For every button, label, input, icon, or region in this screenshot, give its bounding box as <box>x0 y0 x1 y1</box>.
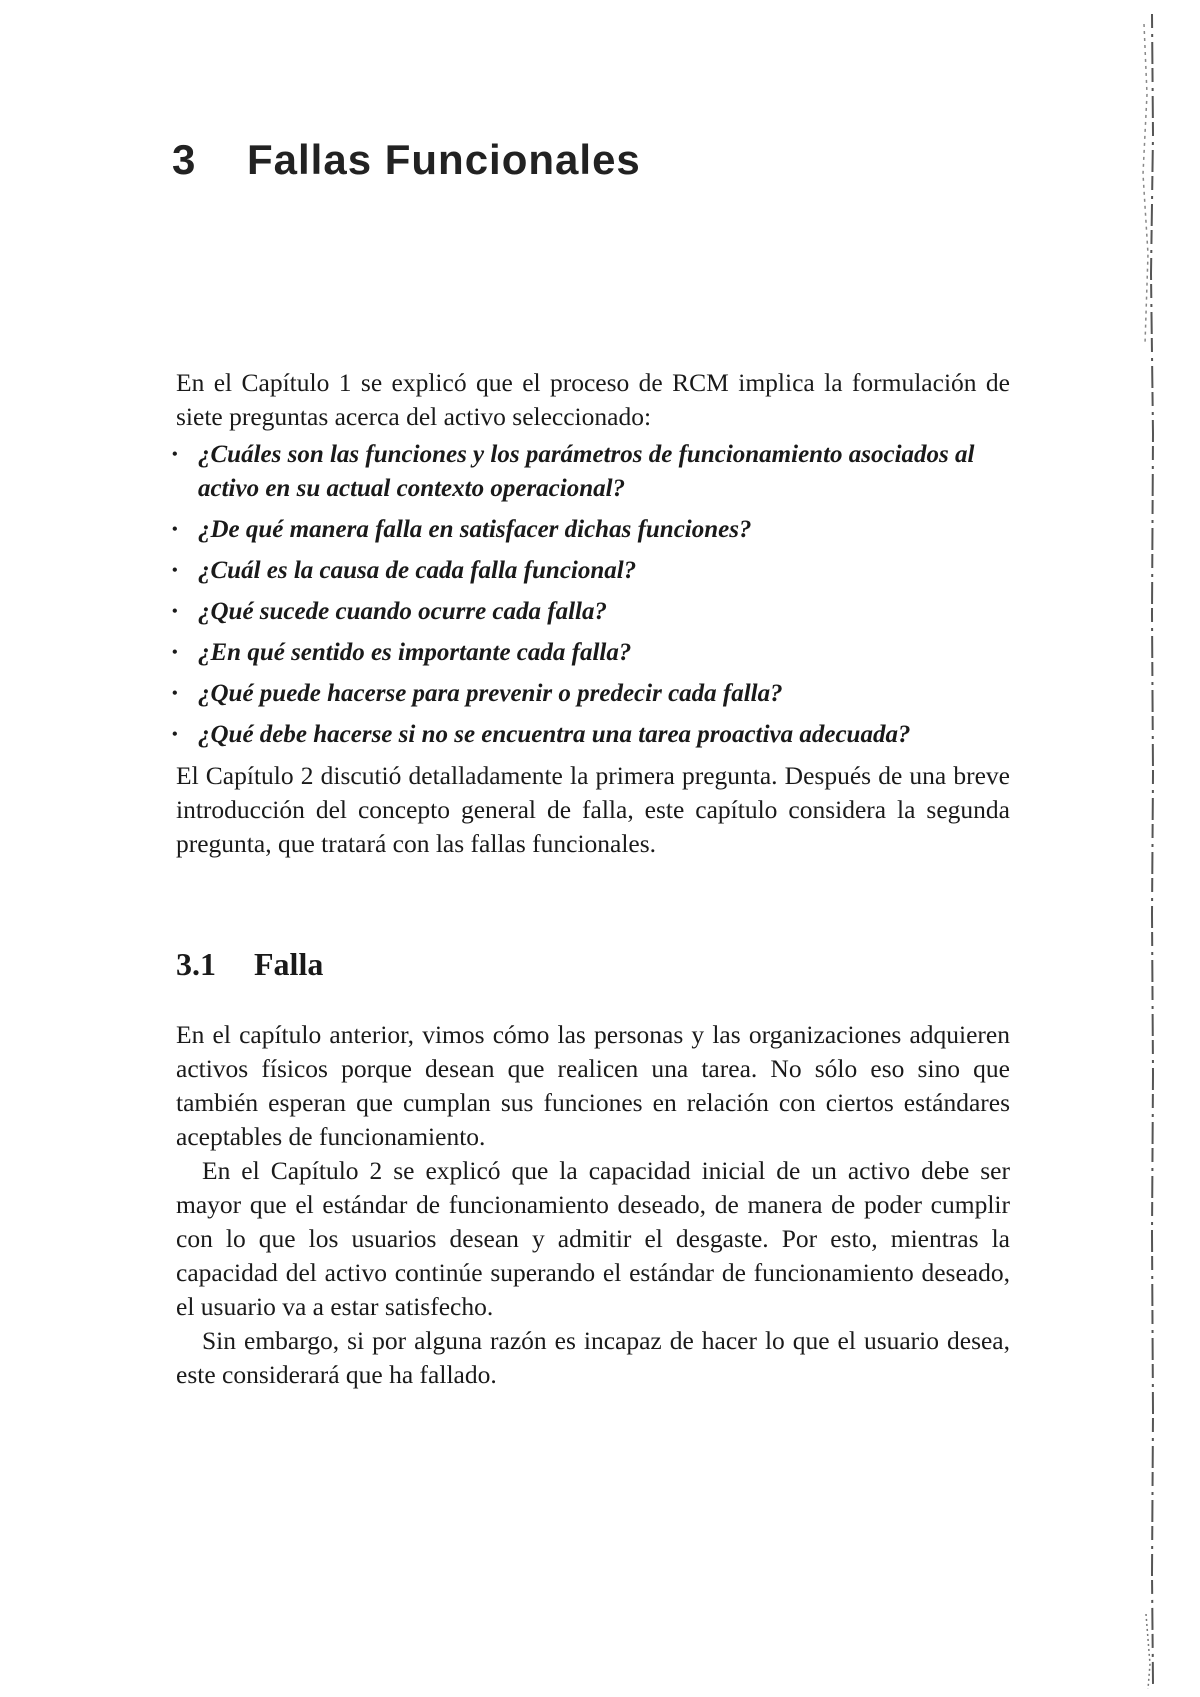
question-text: ¿Qué sucede cuando ocurre cada falla? <box>198 598 607 625</box>
bullet-icon: • <box>172 644 178 661</box>
bullet-icon: • <box>172 521 178 538</box>
bullet-icon: • <box>172 446 178 463</box>
question-text: ¿Cuál es la causa de cada falla funcional? <box>198 557 637 584</box>
chapter-number: 3 <box>172 136 197 183</box>
chapter-title-text: Fallas Funcionales <box>247 136 641 183</box>
rcm-question <box>172 595 1010 629</box>
section-title-text: Falla <box>254 946 324 982</box>
rcm-question <box>172 718 1010 752</box>
section-paragraph: En el capítulo anterior, vimos cómo las personas y las organizaciones adquieren activos físicos porque desean que realicen una tarea. No sólo eso sino que también esperan que cumplan sus funciones en relación con ciertos estándares aceptables de funcionamiento. <box>176 1020 1010 1151</box>
section-number: 3.1 <box>176 946 216 982</box>
rcm-questions-list <box>172 438 1010 752</box>
rcm-question <box>172 438 1010 506</box>
bullet-icon: • <box>172 685 178 702</box>
rcm-question <box>172 554 1010 588</box>
chapter-title <box>172 136 641 184</box>
rcm-question <box>172 677 1010 711</box>
rcm-question <box>172 513 1010 547</box>
section-paragraph: En el Capítulo 2 se explicó que la capacidad inicial de un activo debe ser mayor que el estándar de funcionamiento deseado, de manera de poder cumplir con lo que los usuarios desean y admitir el desgaste. Por esto, mientras la capacidad del activo continúe superando el estándar de funcionamiento deseado, el usuario va a estar satisfecho. <box>176 1156 1010 1321</box>
question-text: ¿Cuáles son las funciones y los parámetros de funcionamiento asociados al activo en su actual contexto operacional? <box>198 441 975 502</box>
section-paragraph: Sin embargo, si por alguna razón es incapaz de hacer lo que el usuario desea, este considerará que ha fallado. <box>176 1326 1010 1389</box>
question-text: ¿De qué manera falla en satisfacer dichas funciones? <box>198 516 752 543</box>
bullet-icon: • <box>172 603 178 620</box>
question-text: ¿En qué sentido es importante cada falla? <box>198 639 632 666</box>
section-body <box>176 1018 1010 1392</box>
intro-paragraph: En el Capítulo 1 se explicó que el proceso de RCM implica la formulación de siete preguntas acerca del activo seleccionado: <box>176 368 1010 431</box>
question-text: ¿Qué puede hacerse para prevenir o predecir cada falla? <box>198 680 783 707</box>
question-text: ¿Qué debe hacerse si no se encuentra una tarea proactiva adecuada? <box>198 721 911 748</box>
scan-binding-edge <box>1122 14 1162 1694</box>
bullet-icon: • <box>172 562 178 579</box>
bullet-icon: • <box>172 726 178 743</box>
rcm-question <box>172 636 1010 670</box>
section-heading <box>176 946 323 983</box>
closing-paragraph: El Capítulo 2 discutió detalladamente la primera pregunta. Después de una breve introducción del concepto general de falla, este capítulo considera la segunda pregunta, que tratará con las fallas funcionales. <box>176 761 1010 858</box>
intro-block <box>172 366 1010 861</box>
